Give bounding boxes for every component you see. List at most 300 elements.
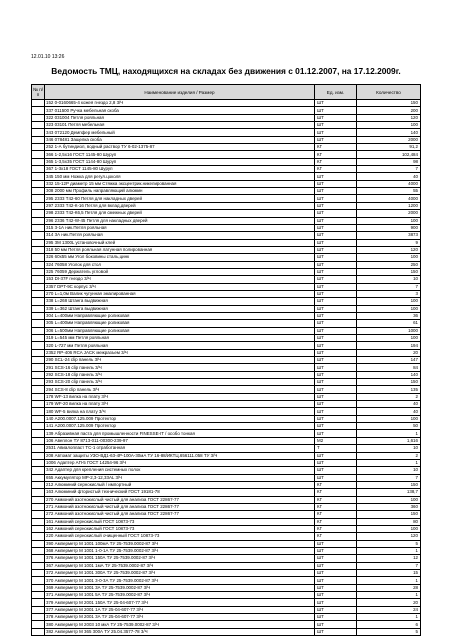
row-num-cell <box>32 386 45 393</box>
table-row <box>32 628 421 635</box>
table-row <box>32 584 421 591</box>
table-row <box>32 290 421 297</box>
item-name-cell: 272 Аммоний азотнокислый чистый для анализа ГОСТ 22867-77 <box>45 511 315 518</box>
row-num-cell <box>32 173 45 180</box>
row-num-cell <box>32 437 45 444</box>
unit-cell: ШТ <box>315 283 357 290</box>
quantity-cell: 12 <box>357 555 421 562</box>
item-name-cell: 343 072120 Демпфер мебельный <box>45 129 315 136</box>
quantity-cell: 40 <box>357 408 421 415</box>
quantity-cell: 10 <box>357 445 421 452</box>
table-row <box>32 173 421 180</box>
row-num-cell <box>32 525 45 532</box>
quantity-cell: 150 <box>357 100 421 107</box>
unit-cell: ШТ <box>315 474 357 481</box>
item-name-cell: 338 L=268 Штанга выдвижная <box>45 298 315 305</box>
quantity-cell: 147 <box>357 357 421 364</box>
unit-cell: ШТ <box>315 100 357 107</box>
row-num-cell <box>32 562 45 569</box>
unit-cell: ШТ <box>315 290 357 297</box>
quantity-cell: 3 <box>357 290 421 297</box>
item-name-cell: 291 SCS-16 clip панель 3/Ч <box>45 364 315 371</box>
quantity-cell: 100 <box>357 335 421 342</box>
quantity-cell: 360 <box>357 503 421 510</box>
item-name-cell: 162 Аммоний сернокислый ГОСТ 10873-73 <box>45 525 315 532</box>
row-num-cell <box>32 136 45 143</box>
item-name-cell: 141 А200.0007.125.009 Протектор <box>45 423 315 430</box>
table-row <box>32 305 421 312</box>
quantity-cell: 1 <box>357 577 421 584</box>
unit-cell: ШТ <box>315 202 357 209</box>
row-num-cell <box>32 364 45 371</box>
item-name-cell: 368 Амперметр М 1001 1-0-1А ТУ 25-7539.0002-87 3/Ч <box>45 547 315 554</box>
row-num-cell <box>32 511 45 518</box>
row-num-cell <box>32 584 45 591</box>
unit-cell: ШТ <box>315 224 357 231</box>
quantity-cell: 20 <box>357 599 421 606</box>
item-name-cell: 314 3А ник.Петля рояльная <box>45 232 315 239</box>
item-name-cell: 655 Аккумулятор МР-2,3-12,33AL 3/Ч <box>45 474 315 481</box>
quantity-cell: 5 <box>357 628 421 635</box>
row-num-cell <box>32 144 45 151</box>
item-name-cell: 298 2333 Т42-К6,5 Петля для смежных дверей <box>45 210 315 217</box>
table-row <box>32 489 421 496</box>
document-title: Ведомость ТМЦ, находящихся на складах без движения с 01.12.2007, на 17.12.2009г. <box>51 66 401 76</box>
unit-cell: ШТ <box>315 562 357 569</box>
unit-cell: ШТ <box>315 547 357 554</box>
quantity-cell: 100 <box>357 305 421 312</box>
unit-cell: КГ <box>315 489 357 496</box>
row-num-cell <box>32 606 45 613</box>
table-row <box>32 136 421 143</box>
item-name-cell: 270 Аммоний азотнокислый чистый для анализа ГОСТ 22867-77 <box>45 496 315 503</box>
quantity-cell: 80 <box>357 518 421 525</box>
item-name-cell: 305 L=400мм Направляющие роликовая <box>45 320 315 327</box>
item-name-cell: 319 L=545 мм Петля рояльная <box>45 335 315 342</box>
table-row <box>32 217 421 224</box>
table-row <box>32 437 421 444</box>
item-name-cell: 324 76058 Уголок для стол <box>45 261 315 268</box>
unit-cell: ШТ <box>315 614 357 621</box>
table-row <box>32 379 421 386</box>
item-name-cell: 371 Амперметр М 1001 5А ТУ 25-7539.0002-87 3/Ч <box>45 592 315 599</box>
item-name-cell: 342 Адаптер для крепления системных полок <box>45 467 315 474</box>
table-row <box>32 614 421 621</box>
unit-cell: ШТ <box>315 136 357 143</box>
row-num-cell <box>32 371 45 378</box>
quantity-cell: 10 <box>357 467 421 474</box>
row-num-cell <box>32 459 45 466</box>
table-row <box>32 114 421 121</box>
quantity-cell: 1 <box>357 592 421 599</box>
item-name-cell: 178 WF-13 вилка на плату 3/Ч <box>45 393 315 400</box>
table-row <box>32 166 421 173</box>
item-name-cell: 372 Амперметр М 1001 300А ТУ 25-7539.0002-87 3/Ч <box>45 570 315 577</box>
row-num-cell <box>32 452 45 459</box>
quantity-cell: 140 <box>357 129 421 136</box>
unit-cell: ШТ <box>315 217 357 224</box>
row-num-cell <box>32 268 45 275</box>
row-num-cell <box>32 122 45 129</box>
row-num-cell <box>32 570 45 577</box>
quantity-cell: 3873 <box>357 232 421 239</box>
table-row <box>32 312 421 319</box>
quantity-cell: 1,616 <box>357 437 421 444</box>
item-name-cell: 1006 Адаптер АП-5 ГОСТ 14254-96 3/Ч <box>45 459 315 466</box>
print-timestamp: 12.01.10 13:26 <box>31 54 65 60</box>
row-num-cell <box>32 335 45 342</box>
row-num-cell <box>32 533 45 540</box>
unit-cell: КГ <box>315 525 357 532</box>
item-name-cell: 326 60х55 мм Угол боковины сталь,цинк <box>45 254 315 261</box>
row-num-cell <box>32 217 45 224</box>
unit-cell: ШТ <box>315 386 357 393</box>
table-row <box>32 401 421 408</box>
quantity-cell: 1200 <box>357 202 421 209</box>
row-num-cell <box>32 290 45 297</box>
row-num-cell <box>32 151 45 158</box>
item-name-cell: 370 Амперметр М 1001 3-0-3А ТУ 25-7539.0002-87 3/Ч <box>45 577 315 584</box>
row-num-cell <box>32 224 45 231</box>
table-row <box>32 430 421 437</box>
item-name-cell: 295 2333 Т42-60 Петля для накладных дверей <box>45 195 315 202</box>
table-row <box>32 555 421 562</box>
unit-cell: ШТ <box>315 371 357 378</box>
quantity-cell: 40 <box>357 173 421 180</box>
quantity-cell: 36 <box>357 312 421 319</box>
item-name-cell: 212 Алюминий сернокислый / импортный <box>45 481 315 488</box>
unit-cell: ШТ <box>315 122 357 129</box>
item-name-cell: 382 Амперметр М 365 300А ТУ 25.04.3577-78 3/Ч <box>45 628 315 635</box>
unit-cell: ШТ <box>315 452 357 459</box>
item-name-cell: 292 SCS-18 clip панель 3/Ч <box>45 371 315 378</box>
item-name-cell: 163 Алюминий фтористый технический ГОСТ 19181-78 <box>45 489 315 496</box>
unit-cell: КГ <box>315 166 357 173</box>
table-row <box>32 268 421 275</box>
unit-cell: ШТ <box>315 246 357 253</box>
unit-cell: КГ <box>315 511 357 518</box>
table-row <box>32 445 421 452</box>
item-name-cell: 293 SCS-20 clip панель 3/Ч <box>45 379 315 386</box>
table-row <box>32 386 421 393</box>
unit-cell: ШТ <box>315 298 357 305</box>
unit-cell: ШТ <box>315 555 357 562</box>
unit-cell: ШТ <box>315 430 357 437</box>
quantity-cell: 100 <box>357 122 421 129</box>
quantity-cell: 28 <box>357 584 421 591</box>
table-row <box>32 540 421 547</box>
unit-cell: ШТ <box>315 599 357 606</box>
quantity-cell: 98 <box>357 158 421 165</box>
table-row <box>32 232 421 239</box>
item-name-cell: 139 Абразивная паста для промышленности FINESSE-IT / особо тонкая <box>45 430 315 437</box>
table-row <box>32 122 421 129</box>
table-row <box>32 606 421 613</box>
unit-cell: КГ <box>315 496 357 503</box>
item-name-cell: 208 Автомат защиты УЗО-ВД1-63-4Р-100А-30мА ТУ 16-88/ИКТЦ.656111.058 ТУ 3/Ч <box>45 452 315 459</box>
table-row <box>32 592 421 599</box>
quantity-cell: 2000 <box>357 136 421 143</box>
table-row <box>32 525 421 532</box>
row-num-cell <box>32 614 45 621</box>
quantity-cell: 900 <box>357 224 421 231</box>
quantity-cell: 91,2 <box>357 144 421 151</box>
row-num-cell <box>32 379 45 386</box>
unit-cell: ШТ <box>315 305 357 312</box>
row-num-cell <box>32 232 45 239</box>
item-name-cell: 318 50 мм Петля рояльная латунная полированная <box>45 246 315 253</box>
quantity-cell: 100 <box>357 496 421 503</box>
unit-cell: КГ <box>315 533 357 540</box>
quantity-cell: 194 <box>357 342 421 349</box>
unit-cell: ШТ <box>315 114 357 121</box>
row-num-cell <box>32 423 45 430</box>
table-row <box>32 342 421 349</box>
unit-cell: ШТ <box>315 415 357 422</box>
item-name-cell: 367 Амперметр М 1001 1мА ТУ 25-7539.0002-87 3/Ч <box>45 562 315 569</box>
unit-cell: М2 <box>315 437 357 444</box>
item-name-cell: 179 WF-20 вилка на плату 3/Ч <box>45 401 315 408</box>
row-num-cell <box>32 577 45 584</box>
quantity-cell: 2 <box>357 452 421 459</box>
quantity-cell: 135 <box>357 386 421 393</box>
item-name-cell: 323 03101 Петля мебельная <box>45 122 315 129</box>
table-row <box>32 621 421 628</box>
quantity-cell: 150 <box>357 379 421 386</box>
row-num-cell <box>32 298 45 305</box>
row-num-cell <box>32 496 45 503</box>
item-name-cell: 220 Аммоний сернокислый очищенный ГОСТ 10873-73 <box>45 533 315 540</box>
quantity-cell: 150 <box>357 481 421 488</box>
row-num-cell <box>32 408 45 415</box>
quantity-cell: 120 <box>357 114 421 121</box>
table-row <box>32 239 421 246</box>
table-row <box>32 423 421 430</box>
table-row <box>32 327 421 334</box>
unit-cell: ШТ <box>315 592 357 599</box>
table-row <box>32 100 421 107</box>
table-row <box>32 195 421 202</box>
row-num-cell <box>32 276 45 283</box>
row-num-cell <box>32 415 45 422</box>
unit-cell: ШТ <box>315 254 357 261</box>
unit-cell: ШТ <box>315 107 357 114</box>
row-num-cell <box>32 592 45 599</box>
unit-cell: Т <box>315 445 357 452</box>
item-name-cell: 161 Аммоний сернокислый ГОСТ 10873-73 <box>45 518 315 525</box>
quantity-cell: 140 <box>357 371 421 378</box>
quantity-cell: 61 <box>357 320 421 327</box>
table-row <box>32 335 421 342</box>
table-row <box>32 562 421 569</box>
quantity-cell: 40 <box>357 401 421 408</box>
item-name-cell: 332 15-12P диаметр 15 мм Стяжка эксцентрик.никелированная <box>45 180 315 187</box>
row-num-cell <box>32 305 45 312</box>
unit-cell: КГ <box>315 503 357 510</box>
table-row <box>32 188 421 195</box>
quantity-cell: 5 <box>357 540 421 547</box>
unit-cell: ШТ <box>315 459 357 466</box>
table-row <box>32 371 421 378</box>
quantity-cell: 7 <box>357 474 421 481</box>
quantity-cell: 7 <box>357 283 421 290</box>
item-name-cell: 378 Амперметр М 2001 3А ТУ 25-04-607-77 3/Ч <box>45 614 315 621</box>
table-row <box>32 298 421 305</box>
table-row <box>32 151 421 158</box>
quantity-cell: 100 <box>357 254 421 261</box>
unit-cell: ШТ <box>315 570 357 577</box>
row-num-cell <box>32 114 45 121</box>
quantity-cell: 120 <box>357 533 421 540</box>
row-num-cell <box>32 540 45 547</box>
row-num-cell <box>32 254 45 261</box>
item-name-cell: 270 L=1,0м Валик чугунная эмалированная <box>45 290 315 297</box>
row-num-cell <box>32 195 45 202</box>
item-name-cell: 366 1-2,5х16 ГОСТ 1145-80 Шуруп <box>45 151 315 158</box>
unit-cell: ШТ <box>315 261 357 268</box>
header-num: № п/п <box>32 85 45 100</box>
row-num-cell <box>32 357 45 364</box>
table-row <box>32 261 421 268</box>
table-row <box>32 224 421 231</box>
quantity-cell: 1 <box>357 459 421 466</box>
item-name-cell: 296 2336 Т42-W-45 Петля для накладных дверей <box>45 217 315 224</box>
table-row <box>32 320 421 327</box>
row-num-cell <box>32 393 45 400</box>
unit-cell: ШТ <box>315 129 357 136</box>
unit-cell: ШТ <box>315 268 357 275</box>
quantity-cell: 9 <box>357 239 421 246</box>
row-num-cell <box>32 503 45 510</box>
unit-cell: ШТ <box>315 232 357 239</box>
item-name-cell: 322 031004 Петля рояльная <box>45 114 315 121</box>
table-row <box>32 481 421 488</box>
item-name-cell: 304 L=400мм Направляющие роликовая <box>45 312 315 319</box>
row-num-cell <box>32 320 45 327</box>
unit-cell: ШТ <box>315 312 357 319</box>
row-num-cell <box>32 430 45 437</box>
quantity-cell: 250 <box>357 261 421 268</box>
table-row <box>32 599 421 606</box>
item-name-cell: 153 DI-37F гнездо 3/Ч <box>45 276 315 283</box>
row-num-cell <box>32 555 45 562</box>
table-row <box>32 467 421 474</box>
unit-cell: ШТ <box>315 540 357 547</box>
quantity-cell: 55 <box>357 188 421 195</box>
item-name-cell: 2352 RP-406 RCA JACK межразъем 3/Ч <box>45 349 315 356</box>
item-name-cell: 379 Амперметр М 2001 150А ТУ 25-04-607-77 3/Ч <box>45 599 315 606</box>
row-num-cell <box>32 239 45 246</box>
item-name-cell: 345 150 мм Ножка для регул.цоколя <box>45 173 315 180</box>
unit-cell: КГ <box>315 144 357 151</box>
table-row <box>32 246 421 253</box>
unit-cell: ШТ <box>315 408 357 415</box>
quantity-cell: 150 <box>357 268 421 275</box>
row-num-cell <box>32 158 45 165</box>
unit-cell: ШТ <box>315 423 357 430</box>
unit-cell: ШТ <box>315 320 357 327</box>
quantity-cell: 6 <box>357 621 421 628</box>
row-num-cell <box>32 401 45 408</box>
item-name-cell: 380 Амперметр М 2003 10 мкА ТУ 25-7539.0002-87 3/Ч <box>45 621 315 628</box>
table-row <box>32 283 421 290</box>
item-name-cell: 294 SCS-8 clip панель 3/Ч <box>45 386 315 393</box>
row-num-cell <box>32 261 45 268</box>
row-num-cell <box>32 342 45 349</box>
row-num-cell <box>32 599 45 606</box>
quantity-cell: 15 <box>357 570 421 577</box>
item-name-cell: 2357 DPT-9C корпус 3/Ч <box>45 283 315 290</box>
quantity-cell: 1 <box>357 547 421 554</box>
unit-cell: ШТ <box>315 239 357 246</box>
table-row <box>32 533 421 540</box>
header-name: Наименование изделия / Размер <box>45 85 315 100</box>
item-name-cell: 2531 Авиалопласт ТС-1 отработанная <box>45 445 315 452</box>
row-num-cell <box>32 349 45 356</box>
unit-cell: КГ <box>315 158 357 165</box>
quantity-cell: 100 <box>357 525 421 532</box>
table-row <box>32 503 421 510</box>
table-row <box>32 158 421 165</box>
inventory-table <box>31 84 421 636</box>
table-row <box>32 570 421 577</box>
table-header-row <box>32 85 421 100</box>
table-row <box>32 518 421 525</box>
unit-cell: ШТ <box>315 584 357 591</box>
header-qty: Количество <box>357 85 421 100</box>
unit-cell: ШТ <box>315 276 357 283</box>
unit-cell: ШТ <box>315 379 357 386</box>
table-row <box>32 577 421 584</box>
quantity-cell: 100 <box>357 298 421 305</box>
unit-cell: ШТ <box>315 393 357 400</box>
table-row <box>32 393 421 400</box>
table-row <box>32 180 421 187</box>
unit-cell: ШТ <box>315 467 357 474</box>
table-row <box>32 276 421 283</box>
row-num-cell <box>32 129 45 136</box>
quantity-cell: 1 <box>357 430 421 437</box>
item-name-cell: 306 L=500мм Направляющие роликовая <box>45 327 315 334</box>
unit-cell: ШТ <box>315 606 357 613</box>
item-name-cell: 367 1-3х18 ГОСТ 1145-80 Шуруп <box>45 166 315 173</box>
unit-cell: ШТ <box>315 210 357 217</box>
table-row <box>32 474 421 481</box>
item-name-cell: 152 0-0160665-4 кожея гнездо 2,8 3/Ч <box>45 100 315 107</box>
item-name-cell: 377 Амперметр М 2001 1А ТУ 25-04-607-77 3/Ч <box>45 606 315 613</box>
unit-cell: КГ <box>315 151 357 158</box>
quantity-cell: 200 <box>357 107 421 114</box>
row-num-cell <box>32 621 45 628</box>
table-row <box>32 364 421 371</box>
quantity-cell: 138,7 <box>357 489 421 496</box>
row-num-cell <box>32 188 45 195</box>
quantity-cell: 102,484 <box>357 151 421 158</box>
quantity-cell: 7 <box>357 562 421 569</box>
unit-cell: ШТ <box>315 180 357 187</box>
item-name-cell: 290 SCL-24 clip панель 3/Ч <box>45 357 315 364</box>
table-row <box>32 357 421 364</box>
quantity-cell: 4000 <box>357 195 421 202</box>
row-num-cell <box>32 107 45 114</box>
table-row <box>32 496 421 503</box>
quantity-cell: 7 <box>357 166 421 173</box>
table-row <box>32 511 421 518</box>
row-num-cell <box>32 474 45 481</box>
quantity-cell: 120 <box>357 246 421 253</box>
table-row <box>32 415 421 422</box>
quantity-cell: 100 <box>357 217 421 224</box>
